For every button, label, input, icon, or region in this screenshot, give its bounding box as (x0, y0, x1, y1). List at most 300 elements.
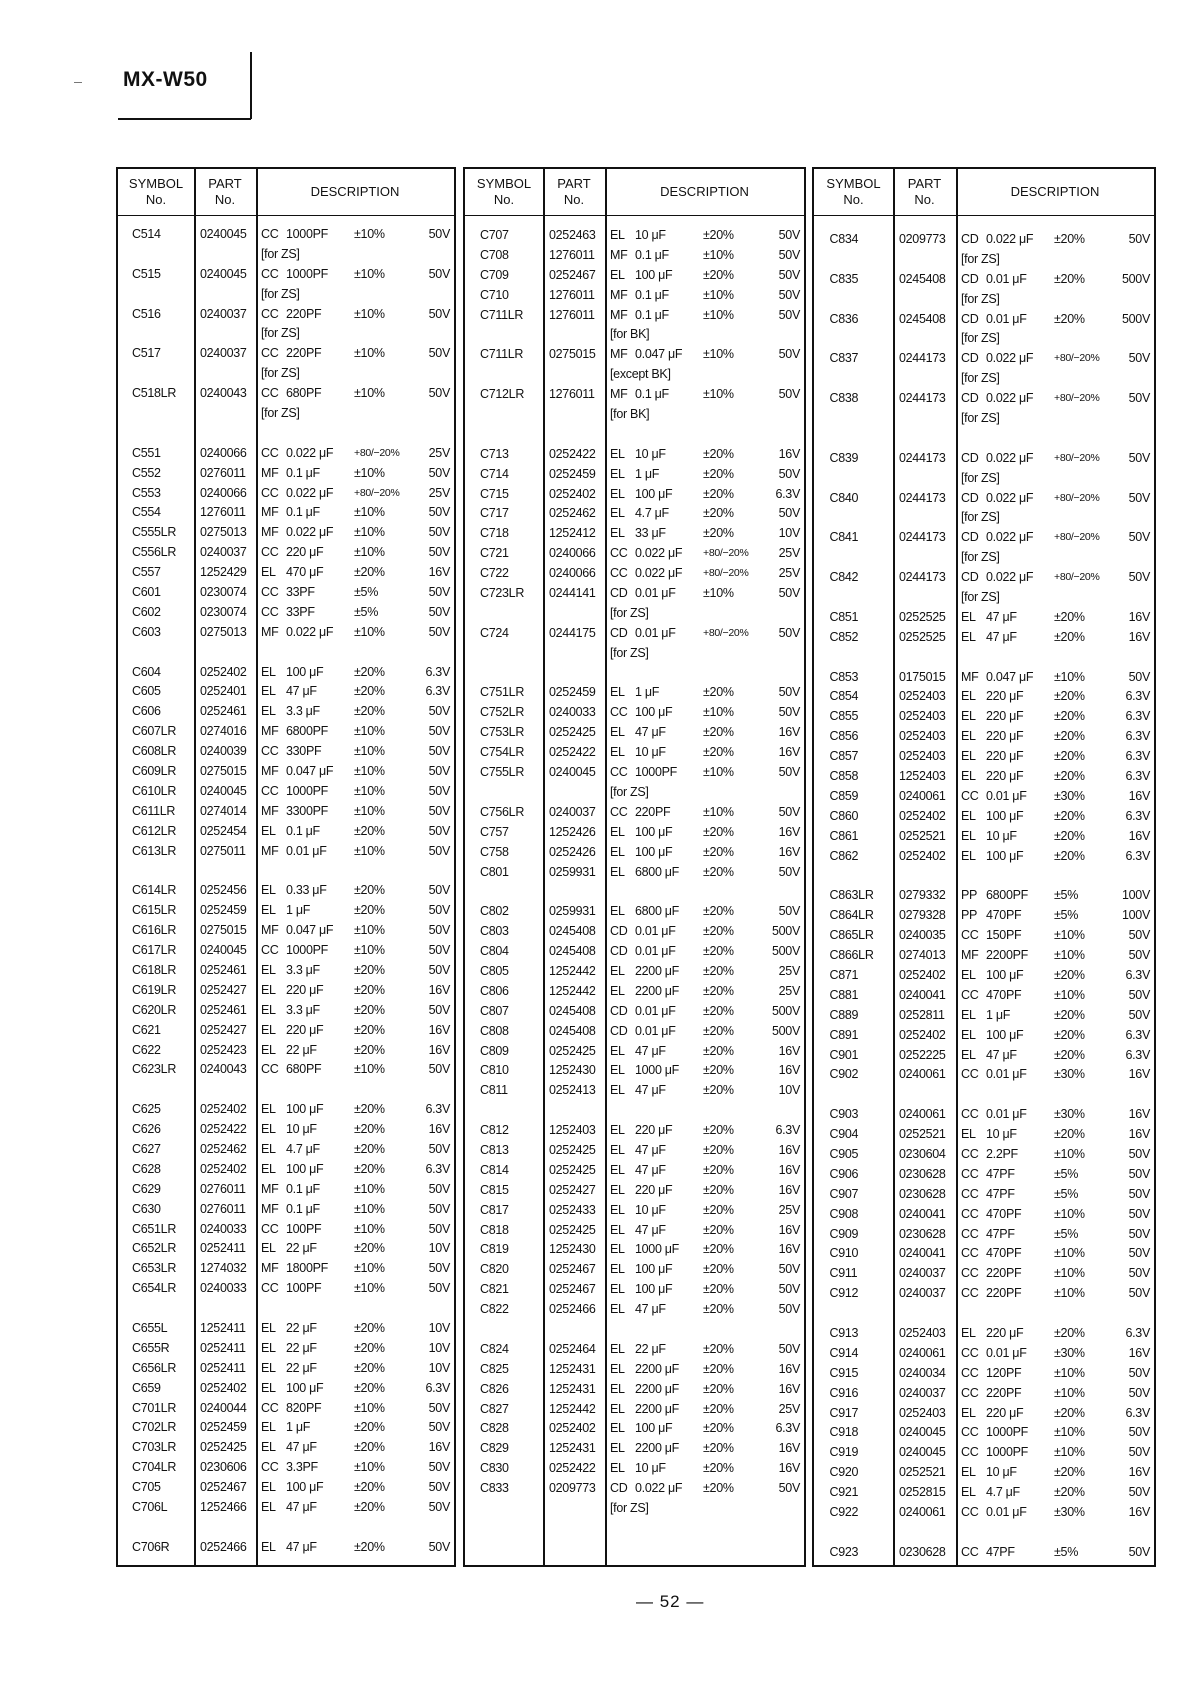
cap-type: MF (261, 764, 279, 779)
part-no: 0240045 (200, 943, 247, 958)
tolerance: ±20% (703, 1381, 734, 1396)
symbol-no: C813 (480, 1142, 509, 1157)
cap-type: EL (610, 1182, 625, 1197)
symbol-no: C856 (829, 729, 859, 744)
table-row (814, 1264, 1154, 1284)
note: [for ZS] (610, 1501, 649, 1515)
table-row (118, 1120, 454, 1140)
part-no: 1252412 (549, 526, 596, 541)
voltage: 6.3V (1125, 848, 1150, 863)
part-no: 0252462 (200, 1141, 247, 1156)
part-no: 0230074 (200, 604, 247, 619)
symbol-no: C628 (132, 1161, 161, 1176)
voltage: 6.3V (1125, 729, 1150, 744)
cap-value: 2200 μF (635, 1381, 680, 1396)
cap-value: 0.022 μF (286, 624, 334, 639)
header-line: No. (563, 192, 585, 207)
tolerance: ±20% (703, 466, 734, 481)
voltage: 50V (778, 287, 800, 302)
tolerance: ±5% (354, 604, 379, 619)
voltage: 6.3V (425, 1161, 450, 1176)
symbol-no: C630 (132, 1201, 161, 1216)
symbol-no: C827 (480, 1401, 509, 1416)
part-no: 0252467 (549, 1282, 596, 1297)
part-no: 0252427 (200, 1022, 247, 1037)
note-row (118, 324, 454, 344)
voltage: 16V (778, 1461, 800, 1476)
tolerance: ±20% (703, 446, 734, 461)
header-underline (118, 118, 251, 120)
voltage: 6.3V (425, 1102, 450, 1117)
symbol-no: C838 (829, 391, 859, 406)
tolerance: ±10% (703, 247, 734, 262)
table-row (465, 1380, 804, 1400)
symbol-no: C828 (480, 1421, 509, 1436)
voltage: 16V (778, 1381, 800, 1396)
cap-value: 2200 μF (635, 1401, 680, 1416)
cap-value: 6800 μF (635, 864, 680, 879)
tolerance: ±20% (703, 1242, 734, 1257)
table-row (814, 807, 1154, 827)
table-row (118, 802, 454, 822)
tolerance: ±10% (703, 307, 734, 322)
tolerance: ±10% (1054, 1246, 1085, 1261)
voltage: 50V (1128, 450, 1150, 465)
cap-type: EL (261, 1141, 276, 1156)
voltage: 500V (772, 1023, 800, 1038)
symbol-column-header (118, 169, 194, 215)
cap-type: EL (261, 664, 276, 679)
voltage: 16V (428, 1122, 450, 1137)
cap-type: MF (261, 1181, 279, 1196)
symbol-no: C708 (480, 247, 509, 262)
note-row (118, 285, 454, 305)
table-row (465, 763, 804, 783)
cap-value: 0.01 μF (635, 1023, 676, 1038)
part-no: 1274032 (200, 1261, 247, 1276)
table-row (118, 722, 454, 742)
symbol-no: C922 (829, 1505, 859, 1519)
tolerance: +80/−20% (1054, 352, 1100, 365)
table-row (814, 966, 1154, 986)
symbol-no: C625 (132, 1102, 161, 1117)
part-no: 0230606 (200, 1460, 247, 1475)
table-row (814, 1443, 1154, 1463)
part-no: 0240037 (899, 1266, 946, 1281)
note-row (465, 405, 804, 425)
symbol-no: C601 (132, 585, 161, 600)
table-row (118, 1100, 454, 1120)
symbol-no: C608LR (132, 744, 177, 759)
cap-type: EL (610, 983, 625, 998)
voltage: 50V (428, 1500, 450, 1514)
cap-type: EL (961, 749, 976, 764)
cap-value: 33 μF (635, 526, 666, 541)
cap-type: EL (261, 1440, 276, 1455)
tolerance: ±20% (354, 1161, 385, 1176)
tolerance: ±20% (1054, 1325, 1085, 1340)
symbol-no: C901 (829, 1047, 859, 1062)
table-row (118, 1458, 454, 1478)
cap-type: EL (610, 824, 625, 839)
part-no: 1252426 (549, 824, 596, 839)
symbol-no: C614LR (132, 883, 177, 898)
note-row (814, 369, 1154, 389)
symbol-no: C613LR (132, 843, 177, 858)
symbol-no: C851 (829, 609, 859, 624)
voltage: 16V (778, 446, 800, 461)
group-spacer (814, 648, 1154, 668)
voltage: 50V (428, 1201, 450, 1216)
symbol-no: C908 (829, 1206, 859, 1221)
tolerance: ±20% (354, 1141, 385, 1156)
part-no: 0252525 (899, 629, 946, 644)
part-no: 0276011 (200, 1181, 246, 1196)
table-row (465, 1459, 804, 1479)
voltage: 50V (1128, 669, 1150, 684)
voltage: 10V (428, 1241, 450, 1256)
part-no: 0240037 (549, 804, 596, 819)
cap-value: 0.01 μF (986, 788, 1027, 803)
symbol-no: C839 (829, 450, 859, 465)
table-row (814, 687, 1154, 707)
cap-type: CC (261, 386, 279, 401)
part-no: 0252427 (200, 982, 247, 997)
part-no: 0252467 (200, 1480, 247, 1495)
voltage: 50V (778, 864, 800, 879)
tolerance: ±10% (703, 705, 734, 720)
cap-type: EL (261, 1241, 276, 1256)
table-row (814, 886, 1154, 906)
table-row (814, 767, 1154, 787)
symbol-no: C621 (132, 1022, 161, 1037)
note-row (118, 364, 454, 384)
cap-value: 820PF (286, 1400, 322, 1415)
table-row (465, 345, 804, 365)
table-row (118, 762, 454, 782)
voltage: 50V (1128, 1146, 1150, 1161)
note: [for ZS] (961, 251, 1000, 266)
symbol-no: C822 (480, 1302, 509, 1317)
part-no: 0252433 (549, 1202, 596, 1217)
table-row (814, 747, 1154, 767)
header-line: PART (907, 176, 942, 191)
cap-type: EL (961, 709, 976, 724)
parts-table (116, 167, 456, 1567)
cap-value: 47 μF (286, 1539, 317, 1554)
cap-type: EL (610, 1361, 625, 1376)
part-no: 0240033 (549, 705, 596, 720)
voltage: 6.3V (1125, 1325, 1150, 1340)
cap-value: 1 μF (986, 1007, 1011, 1022)
cap-type: EL (610, 1123, 625, 1138)
symbol-no: C806 (480, 983, 509, 998)
voltage: 50V (1128, 570, 1150, 585)
symbol-no: C860 (829, 808, 859, 823)
voltage: 50V (428, 1480, 450, 1495)
cap-value: 1000PF (286, 227, 328, 241)
note: [for ZS] (610, 605, 649, 620)
cap-value: 0.01 μF (986, 1107, 1027, 1122)
cap-value: 10 μF (635, 446, 666, 461)
table-body (465, 226, 804, 1519)
part-no: 1252430 (549, 1242, 596, 1257)
tolerance: ±20% (703, 1341, 734, 1356)
part-no: 0252403 (899, 1405, 946, 1420)
cap-type: EL (610, 1222, 625, 1237)
cap-value: 47 μF (635, 1302, 666, 1317)
symbol-no: C712LR (480, 387, 525, 402)
symbol-no: C652LR (132, 1241, 177, 1256)
cap-value: 47 μF (286, 684, 317, 699)
cap-value: 100 μF (635, 1421, 673, 1436)
table-row (118, 782, 454, 802)
symbol-no: C701LR (132, 1400, 177, 1415)
voltage: 50V (428, 346, 450, 361)
cap-type: CC (261, 1281, 279, 1296)
table-row (814, 270, 1154, 290)
part-no: 1252429 (200, 565, 247, 580)
tolerance: ±10% (354, 346, 385, 361)
group-spacer (118, 862, 454, 882)
voltage: 50V (1128, 1186, 1150, 1201)
table-row (118, 1259, 454, 1279)
voltage: 6.3V (1125, 967, 1150, 982)
tolerance: ±10% (1054, 1365, 1085, 1380)
part-no: 0252402 (200, 1380, 247, 1395)
voltage: 50V (428, 823, 450, 838)
symbol-no: C722 (480, 566, 509, 581)
symbol-no: C616LR (132, 923, 177, 938)
table-row (118, 543, 454, 563)
symbol-no: C516 (132, 306, 161, 321)
voltage: 16V (1128, 1345, 1150, 1360)
symbol-no: C826 (480, 1381, 509, 1396)
voltage: 50V (778, 247, 800, 262)
cap-value: 0.022 μF (986, 232, 1034, 246)
tolerance: ±5% (1054, 1166, 1079, 1181)
cap-type: CD (961, 391, 979, 406)
part-no: 0244173 (899, 490, 946, 505)
symbol-no: C821 (480, 1282, 509, 1297)
cap-type: EL (610, 963, 625, 978)
part-no: 1252442 (549, 983, 596, 998)
table-row (465, 843, 804, 863)
symbol-no: C841 (829, 530, 859, 545)
voltage: 6.3V (1125, 749, 1150, 764)
symbol-no: C604 (132, 664, 161, 679)
symbol-no: C810 (480, 1063, 509, 1078)
table-row (814, 1026, 1154, 1046)
cap-value: 100 μF (286, 1161, 324, 1176)
table-row (118, 1140, 454, 1160)
cap-value: 100 μF (635, 705, 673, 720)
table-row (814, 628, 1154, 648)
symbol-no: C659 (132, 1380, 161, 1395)
symbol-column-header (814, 169, 893, 215)
cap-value: 2200 μF (635, 963, 680, 978)
part-no: 0259931 (549, 904, 596, 919)
voltage: 50V (428, 1002, 450, 1017)
cap-value: 1 μF (286, 1420, 311, 1435)
cap-type: CD (610, 1003, 628, 1018)
tolerance: ±20% (703, 1262, 734, 1277)
cap-value: 47PF (986, 1226, 1015, 1241)
symbol-no: C721 (480, 546, 509, 561)
part-no: 0252815 (899, 1485, 946, 1500)
part-no: 0240037 (899, 1385, 946, 1400)
cap-value: 100 μF (286, 1480, 324, 1495)
voltage: 25V (778, 1401, 800, 1416)
cap-value: 220 μF (986, 689, 1024, 704)
part-no: 0240066 (200, 485, 247, 500)
tolerance: ±20% (354, 1042, 385, 1057)
symbol-no: C840 (829, 490, 859, 505)
symbol-no: C656LR (132, 1360, 177, 1375)
tolerance: ±20% (354, 823, 385, 838)
tolerance: ±20% (1054, 828, 1085, 843)
cap-type: EL (961, 967, 976, 982)
table-row (465, 1061, 804, 1081)
part-no: 0252426 (549, 844, 596, 859)
cap-type: CC (610, 566, 628, 581)
tolerance: ±20% (703, 1421, 734, 1436)
cap-type: MF (261, 724, 279, 739)
cap-type: EL (610, 526, 625, 541)
voltage: 16V (778, 1222, 800, 1237)
cap-value: 1000PF (286, 266, 328, 281)
table-row (814, 787, 1154, 807)
table-row (118, 344, 454, 364)
table-row (465, 624, 804, 644)
symbol-no: C914 (829, 1345, 859, 1360)
voltage: 50V (428, 1221, 450, 1236)
tolerance: ±20% (1054, 769, 1085, 784)
parts-table (463, 167, 806, 1567)
tolerance: ±20% (703, 1302, 734, 1317)
tolerance: ±20% (354, 1102, 385, 1117)
tolerance: ±20% (1054, 232, 1085, 246)
symbol-no: C612LR (132, 823, 177, 838)
group-spacer (814, 429, 1154, 449)
cap-value: 220 μF (986, 1405, 1024, 1420)
symbol-no: C617LR (132, 943, 177, 958)
table-row (118, 583, 454, 603)
cap-type: CC (961, 1544, 979, 1559)
cap-type: CD (961, 351, 979, 366)
table-row (814, 528, 1154, 548)
tolerance: ±20% (1054, 1127, 1085, 1142)
voltage: 50V (428, 266, 450, 281)
symbol-no: C711LR (480, 307, 524, 322)
tolerance: ±20% (703, 1222, 734, 1237)
tolerance: ±5% (1054, 1544, 1079, 1559)
voltage: 16V (778, 1063, 800, 1078)
cap-type: CC (261, 346, 279, 361)
table-row (118, 523, 454, 543)
header-line: DESCRIPTION (660, 184, 749, 199)
header-line: PART (208, 176, 242, 191)
cap-type: CD (610, 924, 628, 939)
table-row (465, 1439, 804, 1459)
part-no: 0240045 (200, 783, 247, 798)
part-no: 0252422 (549, 446, 596, 461)
symbol-no: C853 (829, 669, 859, 684)
cap-type: CC (261, 744, 279, 759)
table-row (465, 306, 804, 326)
cap-type: MF (261, 1261, 279, 1276)
note-row (814, 329, 1154, 349)
table-row (814, 1463, 1154, 1483)
voltage: 50V (1128, 1286, 1150, 1301)
voltage: 16V (778, 1441, 800, 1456)
voltage: 50V (428, 704, 450, 719)
table-row (814, 847, 1154, 867)
group-spacer (118, 1518, 454, 1538)
voltage: 16V (428, 1042, 450, 1057)
voltage: 50V (778, 1481, 800, 1496)
cap-value: 0.022 μF (286, 445, 334, 460)
group-spacer (465, 1320, 804, 1340)
note: [for ZS] (610, 784, 649, 799)
table-row (465, 445, 804, 465)
cap-type: EL (610, 1262, 625, 1277)
table-row (814, 668, 1154, 688)
cap-type: MF (261, 803, 279, 818)
symbol-no: C517 (132, 346, 161, 361)
symbol-column-header (465, 169, 543, 215)
cap-value: 100 μF (286, 664, 324, 679)
tolerance: ±10% (703, 347, 734, 362)
cap-type: MF (261, 1201, 279, 1216)
tolerance: ±10% (354, 744, 385, 759)
tolerance: ±20% (703, 1023, 734, 1038)
part-no: 1252411 (200, 1320, 246, 1335)
cap-value: 100 μF (286, 1380, 324, 1395)
scan-mark (74, 82, 82, 83)
symbol-no: C714 (480, 466, 509, 481)
symbol-no: C706R (132, 1539, 170, 1554)
symbol-no: C864LR (829, 908, 874, 923)
tolerance: ±20% (354, 1440, 385, 1455)
tolerance: ±20% (354, 982, 385, 997)
part-no: 0252411 (200, 1241, 246, 1256)
cap-value: 3.3PF (286, 1460, 318, 1475)
cap-type: EL (610, 506, 625, 521)
cap-value: 0.022 μF (986, 490, 1034, 505)
part-no: 0240035 (899, 928, 946, 943)
cap-type: CC (610, 705, 628, 720)
cap-value: 3.3 μF (286, 704, 320, 719)
part-no: 0240045 (899, 1445, 946, 1460)
part-no: 1252431 (549, 1441, 596, 1456)
cap-value: 330PF (286, 744, 322, 759)
note: [for ZS] (261, 366, 300, 381)
symbol-no: C905 (829, 1146, 859, 1161)
voltage: 50V (778, 804, 800, 819)
tolerance: ±10% (354, 1181, 385, 1196)
part-no: 0275013 (200, 525, 247, 540)
part-no: 0244175 (549, 625, 596, 640)
cap-value: 100 μF (635, 267, 673, 282)
tolerance: ±20% (1054, 967, 1085, 982)
voltage: 50V (778, 904, 800, 919)
voltage: 50V (778, 765, 800, 780)
table-row (118, 663, 454, 683)
tolerance: ±20% (703, 864, 734, 879)
table-row (118, 1319, 454, 1339)
voltage: 16V (1128, 788, 1150, 803)
